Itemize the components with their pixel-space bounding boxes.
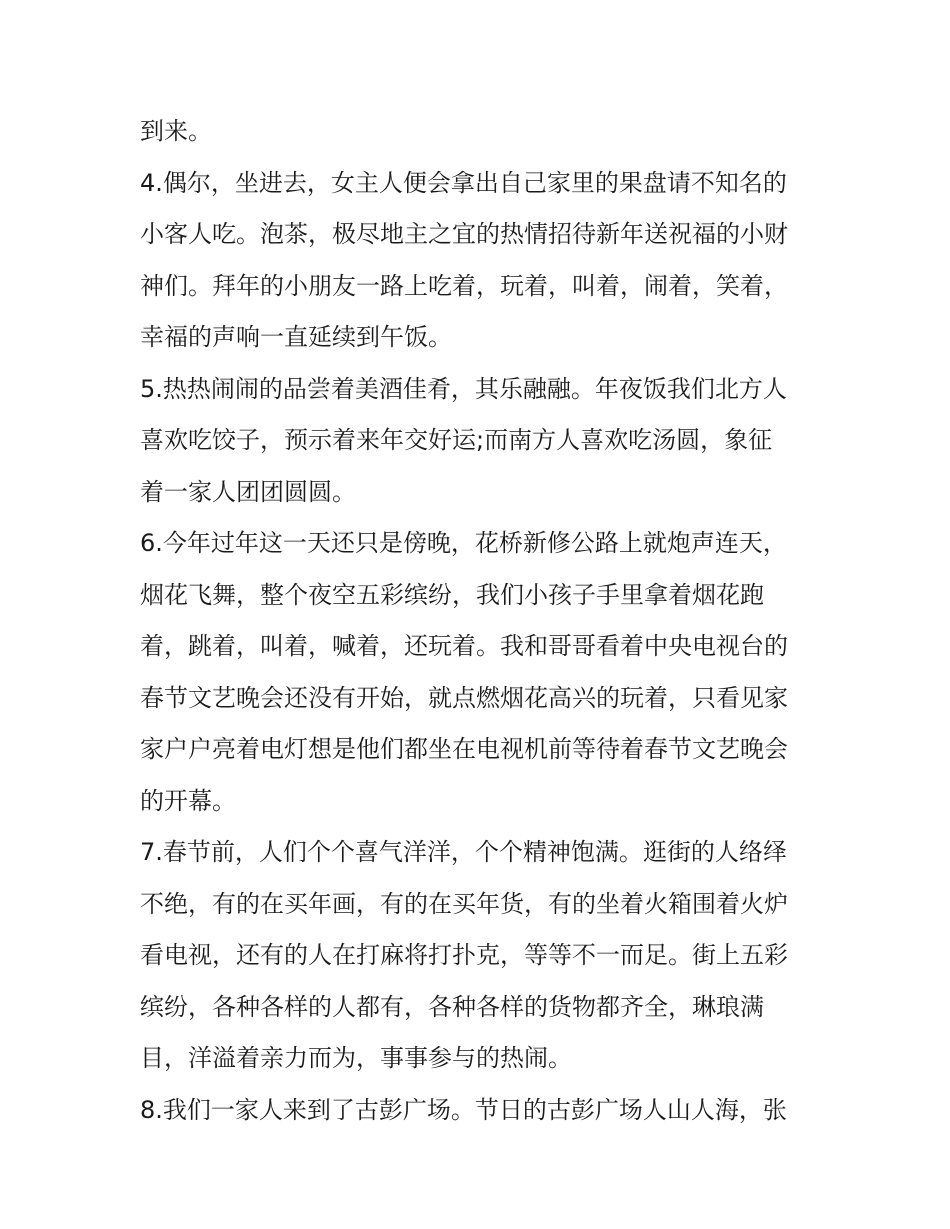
text-line: 的开幕。: [140, 786, 236, 815]
text-line: 小客人吃。泡茶，极尽地主之宜的热情招待新年送祝福的小财: [140, 220, 788, 248]
text-line: 6.今年过年这一天还只是傍晚，花桥新修公路上就炮声连天，: [140, 529, 787, 557]
text-line: 缤纷，各种各样的人都有，各种各样的货物都齐全，琳琅满: [140, 992, 764, 1021]
text-line: 不绝，有的在买年画，有的在买年货，有的坐着火箱围着火炉: [140, 889, 788, 918]
body-text: [140, 106, 820, 1136]
text-line: 5.热热闹闹的品尝着美酒佳肴，其乐融融。年夜饭我们北方人: [140, 374, 787, 403]
text-line: 家户户亮着电灯想是他们都坐在电视机前等待着春节文艺晚会: [140, 735, 788, 763]
text-line: 8.我们一家人来到了古彭广场。节日的古彭广场人山人海，张: [140, 1095, 787, 1124]
text-line: 着，跳着，叫着，喊着，还玩着。我和哥哥看着中央电视台的: [140, 632, 788, 660]
text-line: 神们。拜年的小朋友一路上吃着，玩着，叫着，闹着，笑着，: [140, 271, 788, 300]
text-line: 着一家人团团圆圆。: [140, 477, 356, 506]
text-line: 幸福的声响一直延续到午饭。: [140, 323, 452, 351]
text-line: 春节文艺晚会还没有开始，就点燃烟花高兴的玩着，只看见家: [140, 683, 788, 712]
text-line: 目，洋溢着亲力而为，事事参与的热闹。: [140, 1044, 572, 1072]
text-line: 4.偶尔，坐进去，女主人便会拿出自己家里的果盘请不知名的: [140, 168, 787, 197]
text-line: 烟花飞舞，整个夜空五彩缤纷，我们小孩子手里拿着烟花跑: [140, 580, 764, 609]
text-line: 喜欢吃饺子，预示着来年交好运;而南方人喜欢吃汤圆，象征: [140, 426, 773, 454]
text-line: 7.春节前，人们个个喜气洋洋，个个精神饱满。逛街的人络绎: [140, 838, 787, 866]
text-line: 到来。: [140, 117, 212, 145]
text-line: 看电视，还有的人在打麻将打扑克，等等不一而足。街上五彩: [140, 941, 788, 969]
